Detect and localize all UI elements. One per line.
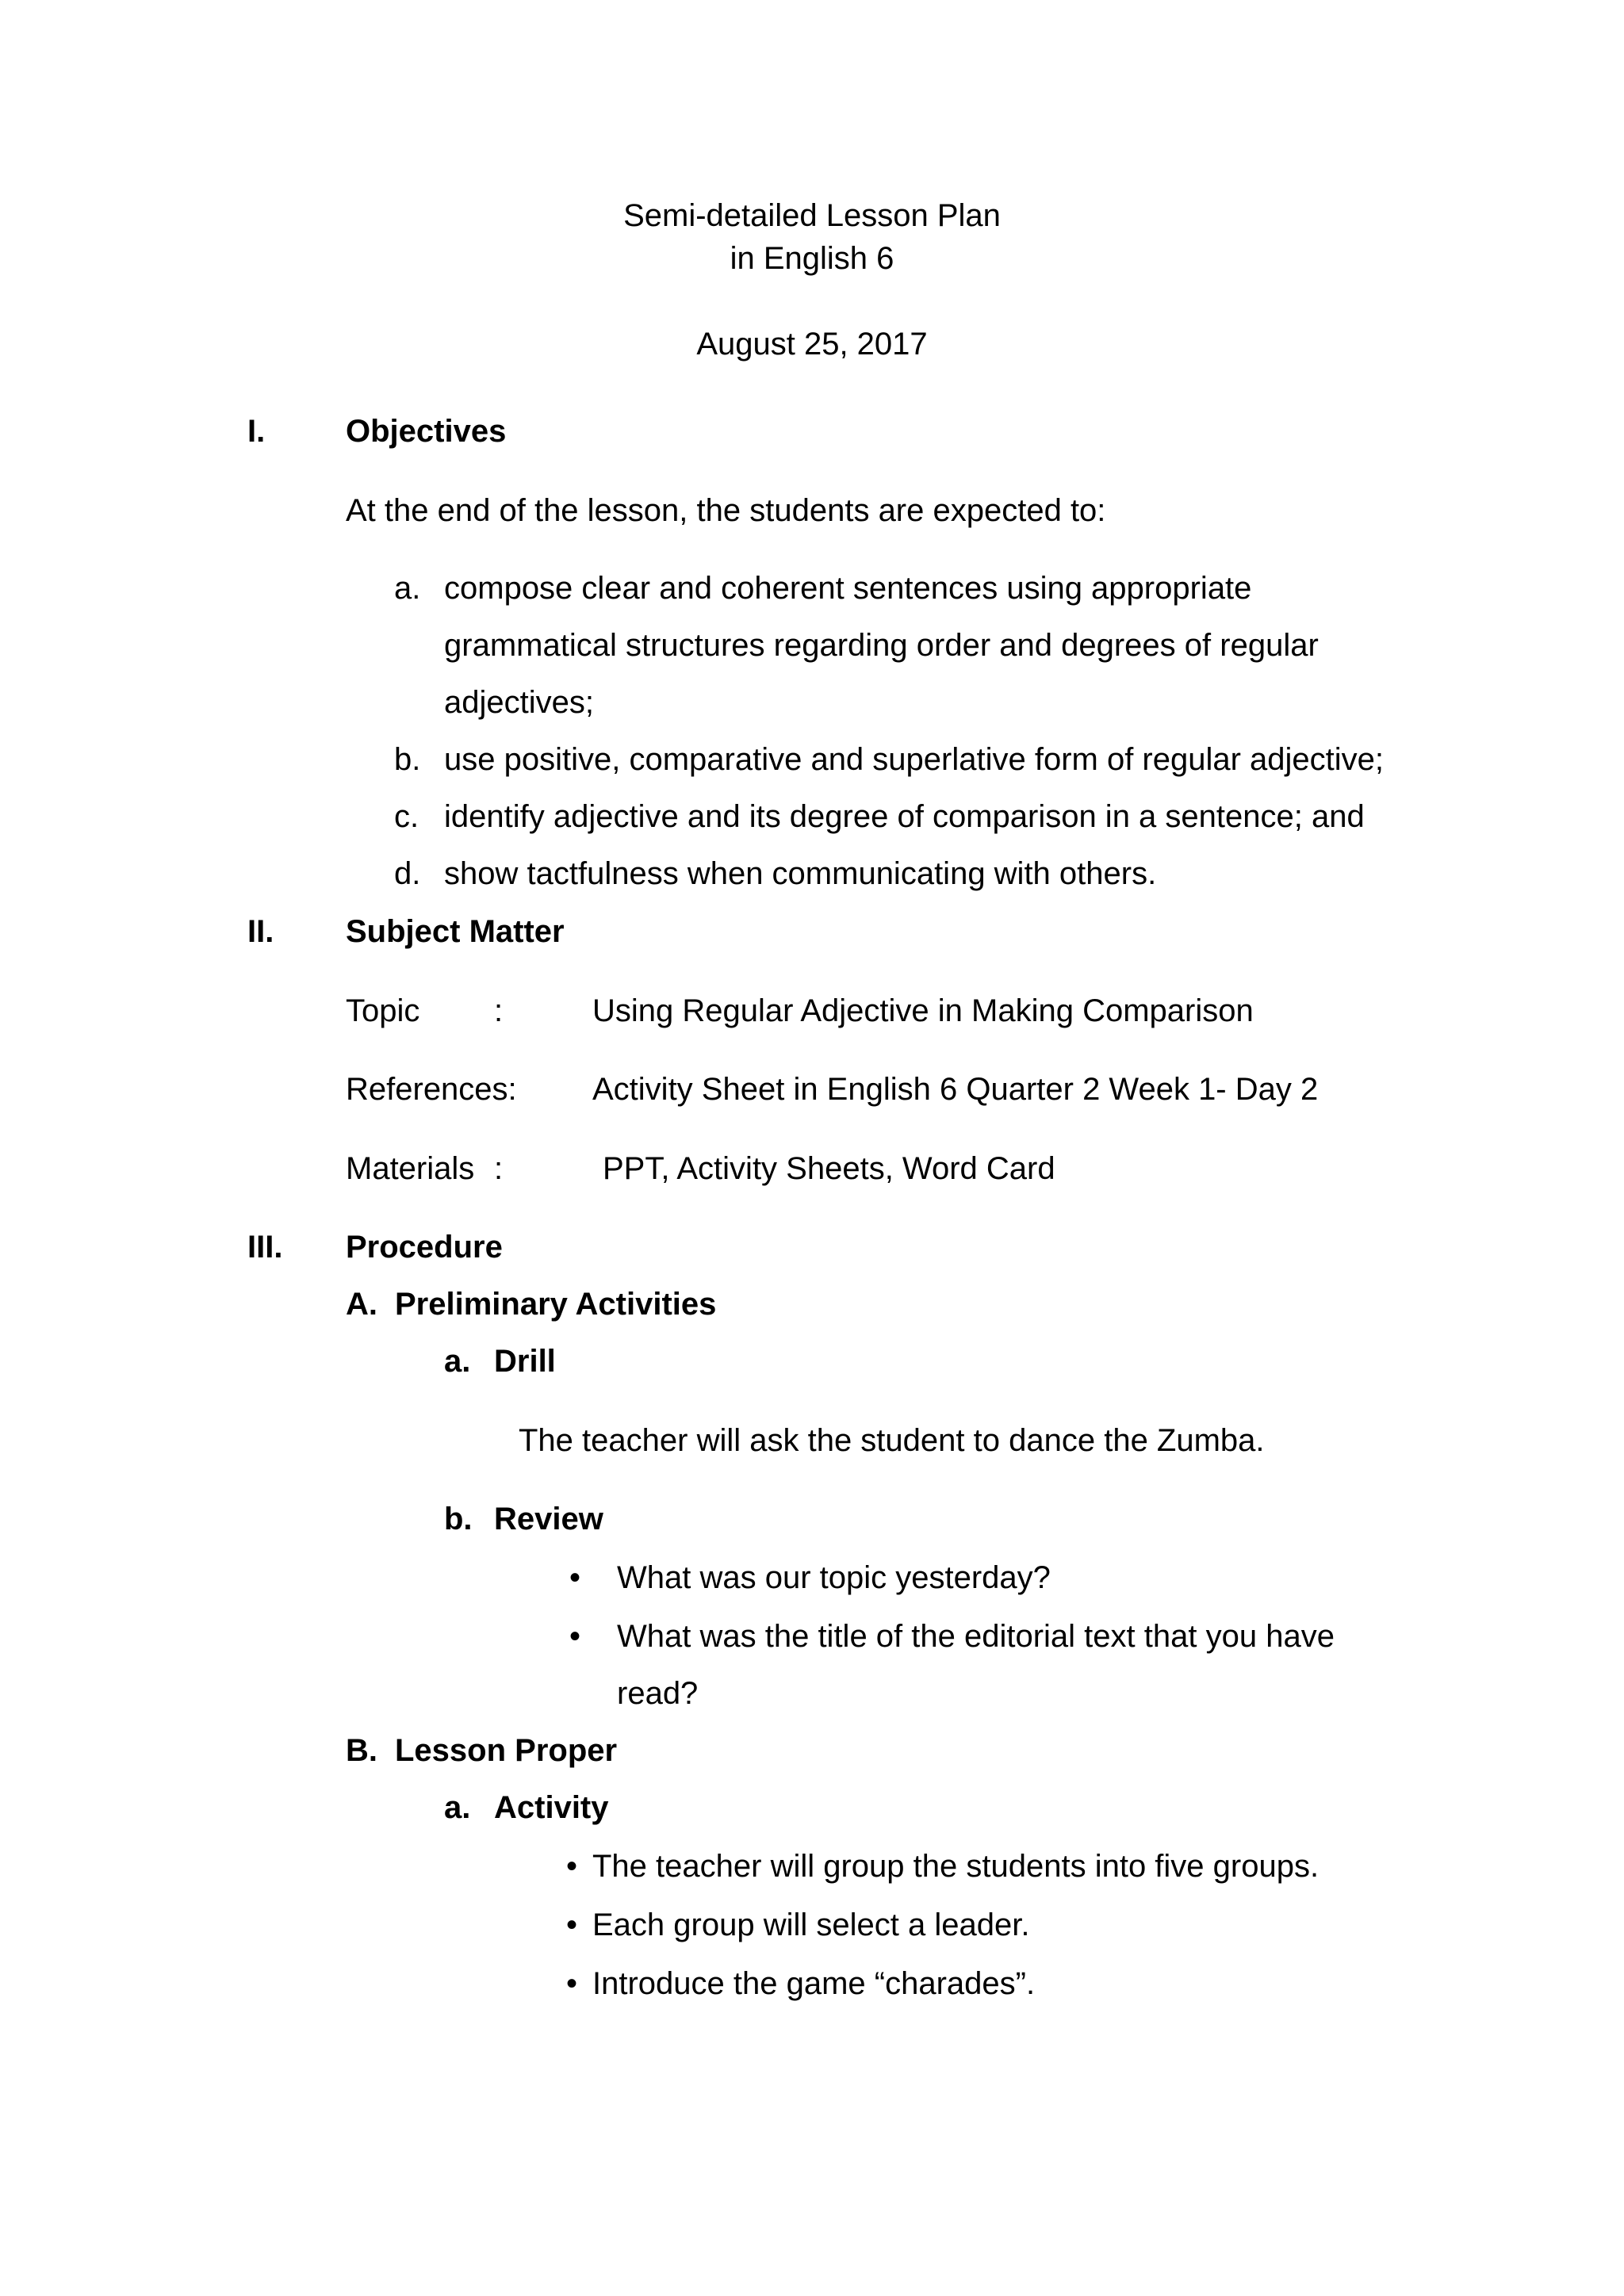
activity-bullet-2: • xyxy=(566,1908,578,1942)
section-heading-procedure: Procedure xyxy=(346,1230,503,1265)
doc-subtitle: in English 6 xyxy=(730,241,894,276)
objective-a-line-2: grammatical structures regarding order and degrees of regular xyxy=(444,628,1319,663)
objectives-intro: At the end of the lesson, the students are expected to: xyxy=(346,493,1106,528)
part-a-label: A. xyxy=(346,1287,377,1322)
materials-value: PPT, Activity Sheets, Word Card xyxy=(603,1151,1055,1186)
objective-b-line-1: use positive, comparative and superlative form of regular adjective; xyxy=(444,742,1385,777)
materials-colon: : xyxy=(494,1151,504,1186)
review-item-1-line-1: What was our topic yesterday? xyxy=(617,1560,1051,1595)
review-letter: b. xyxy=(444,1502,473,1536)
activity-item-2: Each group will select a leader. xyxy=(592,1908,1030,1942)
section-numeral-subject-matter: II. xyxy=(247,914,274,949)
objective-letter-b: b. xyxy=(394,742,421,777)
objective-letter-a: a. xyxy=(394,571,421,606)
drill-heading: Drill xyxy=(494,1344,556,1379)
section-numeral-objectives: I. xyxy=(247,414,266,449)
activity-letter: a. xyxy=(444,1790,471,1825)
topic-value: Using Regular Adjective in Making Comparison xyxy=(592,993,1254,1028)
drill-letter: a. xyxy=(444,1344,471,1379)
review-heading: Review xyxy=(494,1502,603,1536)
doc-title: Semi-detailed Lesson Plan xyxy=(623,198,1001,233)
activity-heading: Activity xyxy=(494,1790,609,1825)
objective-c-line-1: identify adjective and its degree of comparison in a sentence; and xyxy=(444,799,1365,834)
activity-item-3: Introduce the game “charades”. xyxy=(592,1966,1036,2001)
objective-letter-d: d. xyxy=(394,856,421,891)
section-numeral-procedure: III. xyxy=(247,1230,283,1265)
review-bullet-1: • xyxy=(569,1560,581,1595)
part-b-label: B. xyxy=(346,1733,377,1768)
drill-text: The teacher will ask the student to dance the Zumba. xyxy=(519,1423,1265,1458)
materials-label: Materials xyxy=(346,1151,475,1186)
references-label: References: xyxy=(346,1072,517,1107)
doc-date: August 25, 2017 xyxy=(696,327,928,362)
activity-item-1: The teacher will group the students into five groups. xyxy=(592,1849,1320,1884)
objective-a-line-3: adjectives; xyxy=(444,685,594,720)
objective-letter-c: c. xyxy=(394,799,419,834)
objective-a-line-1: compose clear and coherent sentences using appropriate xyxy=(444,571,1252,606)
topic-colon: : xyxy=(494,993,504,1028)
section-heading-objectives: Objectives xyxy=(346,414,507,449)
references-value: Activity Sheet in English 6 Quarter 2 Week 1- Day 2 xyxy=(592,1072,1319,1107)
activity-bullet-3: • xyxy=(566,1966,578,2001)
topic-label: Topic xyxy=(346,993,420,1028)
review-bullet-2: • xyxy=(569,1619,581,1654)
part-b-heading: Lesson Proper xyxy=(395,1733,618,1768)
objective-d-line-1: show tactfulness when communicating with others. xyxy=(444,856,1157,891)
section-heading-subject-matter: Subject Matter xyxy=(346,914,565,949)
activity-bullet-1: • xyxy=(566,1849,578,1884)
review-item-2-line-1: What was the title of the editorial text that you have xyxy=(617,1619,1335,1654)
review-item-2-line-2: read? xyxy=(617,1676,699,1711)
part-a-heading: Preliminary Activities xyxy=(395,1287,717,1322)
